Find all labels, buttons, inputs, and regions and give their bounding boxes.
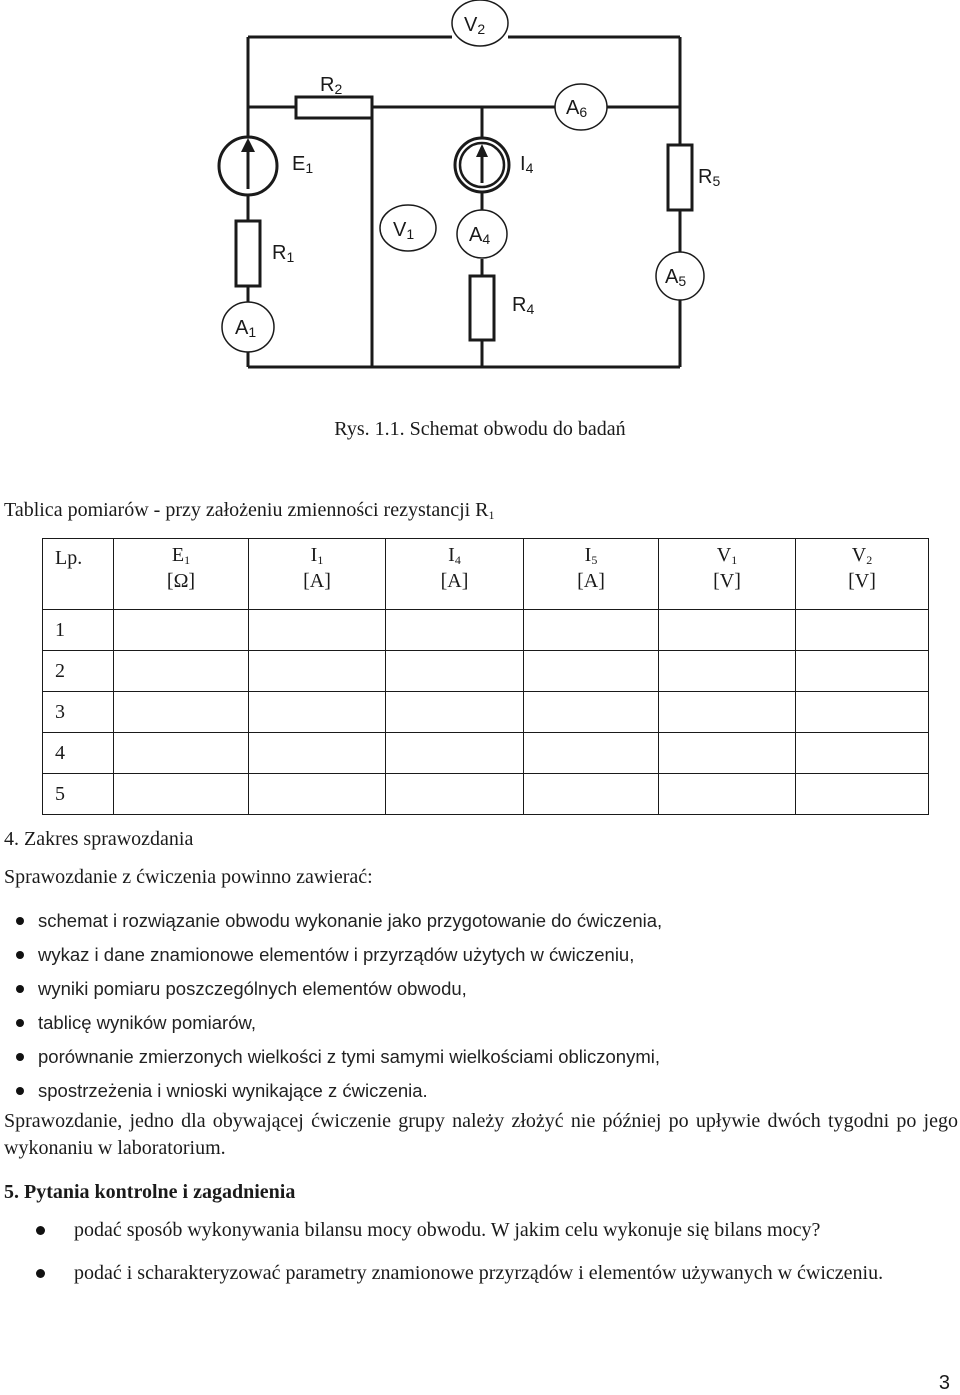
label-a5: A5 xyxy=(665,266,687,289)
header-i1: $I_1$ [A] xyxy=(249,539,386,610)
header-v2: $V_2$ [V] xyxy=(796,539,929,610)
header-v1: $V_1$ [V] xyxy=(659,539,796,610)
voltage-source-e1-icon xyxy=(219,137,277,195)
measurement-table xyxy=(42,538,929,815)
section-4-title: 4. Zakres sprawozdania xyxy=(4,828,194,850)
row-number: 2 xyxy=(43,651,114,692)
label-r1: R1 xyxy=(272,242,295,265)
table-row xyxy=(43,651,929,692)
table-row xyxy=(43,610,929,651)
label-r5: R5 xyxy=(698,166,721,189)
resistor-r4-icon xyxy=(470,276,494,340)
list-item: spostrzeżenia i wnioski wynikające z ćwiczenia. xyxy=(14,1078,662,1112)
list-item: schemat i rozwiązanie obwodu wykonanie jako przygotowanie do ćwiczenia, xyxy=(14,908,662,942)
section-4-intro: Sprawozdanie z ćwiczenia powinno zawierać: xyxy=(4,866,373,888)
label-v1: V1 xyxy=(393,219,415,242)
list-item: porównanie zmierzonych wielkości z tymi samymi wielkościami obliczonymi, xyxy=(14,1044,662,1078)
resistor-r1-icon xyxy=(236,221,260,286)
header-lp: Lp. xyxy=(43,539,114,610)
row-number: 3 xyxy=(43,692,114,733)
page-number: 3 xyxy=(938,1372,950,1394)
table-title xyxy=(4,499,495,522)
report-contents-list xyxy=(14,908,662,1112)
row-number: 4 xyxy=(43,733,114,774)
resistor-r2-icon xyxy=(296,97,372,118)
current-source-i4-icon xyxy=(455,138,509,192)
control-questions-list xyxy=(34,1217,958,1303)
label-e1: E1 xyxy=(292,153,314,176)
label-v2: V2 xyxy=(464,14,486,37)
table-title-sub: 1 xyxy=(488,508,495,522)
table-title-text: Tablica pomiarów - przy założeniu zmienności rezystancji R xyxy=(4,499,489,521)
table-row xyxy=(43,733,929,774)
figure-caption xyxy=(0,418,960,441)
table-row xyxy=(43,692,929,733)
section-5-title: 5. Pytania kontrolne i zagadnienia xyxy=(4,1181,296,1203)
label-a6: A6 xyxy=(566,97,588,120)
header-i4: $I_4$ [A] xyxy=(386,539,524,610)
report-deadline-paragraph: Sprawozdanie, jedno dla obywającej ćwiczenie grupy należy złożyć nie później po upływie dwóch tygodni po jego wykonaniu w laboratorium. xyxy=(4,1110,958,1159)
resistor-r5-icon xyxy=(668,145,692,210)
row-number: 1 xyxy=(43,610,114,651)
header-i5: $I_5$ [A] xyxy=(524,539,659,610)
list-item: wyniki pomiaru poszczególnych elementów obwodu, xyxy=(14,976,662,1010)
list-item: podać i scharakteryzować parametry znamionowe przyrządów i elementów używanych w ćwiczeniu. xyxy=(34,1260,958,1287)
list-item: podać sposób wykonywania bilansu mocy obwodu. W jakim celu wykonuje się bilans mocy? xyxy=(34,1217,958,1244)
label-a4: A4 xyxy=(469,224,491,247)
figure-caption-text: Rys. 1.1. Schemat obwodu do badań xyxy=(334,418,626,440)
label-a1: A1 xyxy=(235,317,257,340)
label-i4: I4 xyxy=(520,153,534,176)
table-row xyxy=(43,774,929,815)
table-header-row xyxy=(43,539,929,610)
header-e1: $E_1$ [Ω] xyxy=(114,539,249,610)
list-item: tablicę wyników pomiarów, xyxy=(14,1010,662,1044)
list-item: wykaz i dane znamionowe elementów i przyrządów użytych w ćwiczeniu, xyxy=(14,942,662,976)
row-number: 5 xyxy=(43,774,114,815)
label-r4: R4 xyxy=(512,294,535,317)
label-r2: R2 xyxy=(320,74,343,97)
circuit-diagram xyxy=(0,0,960,400)
